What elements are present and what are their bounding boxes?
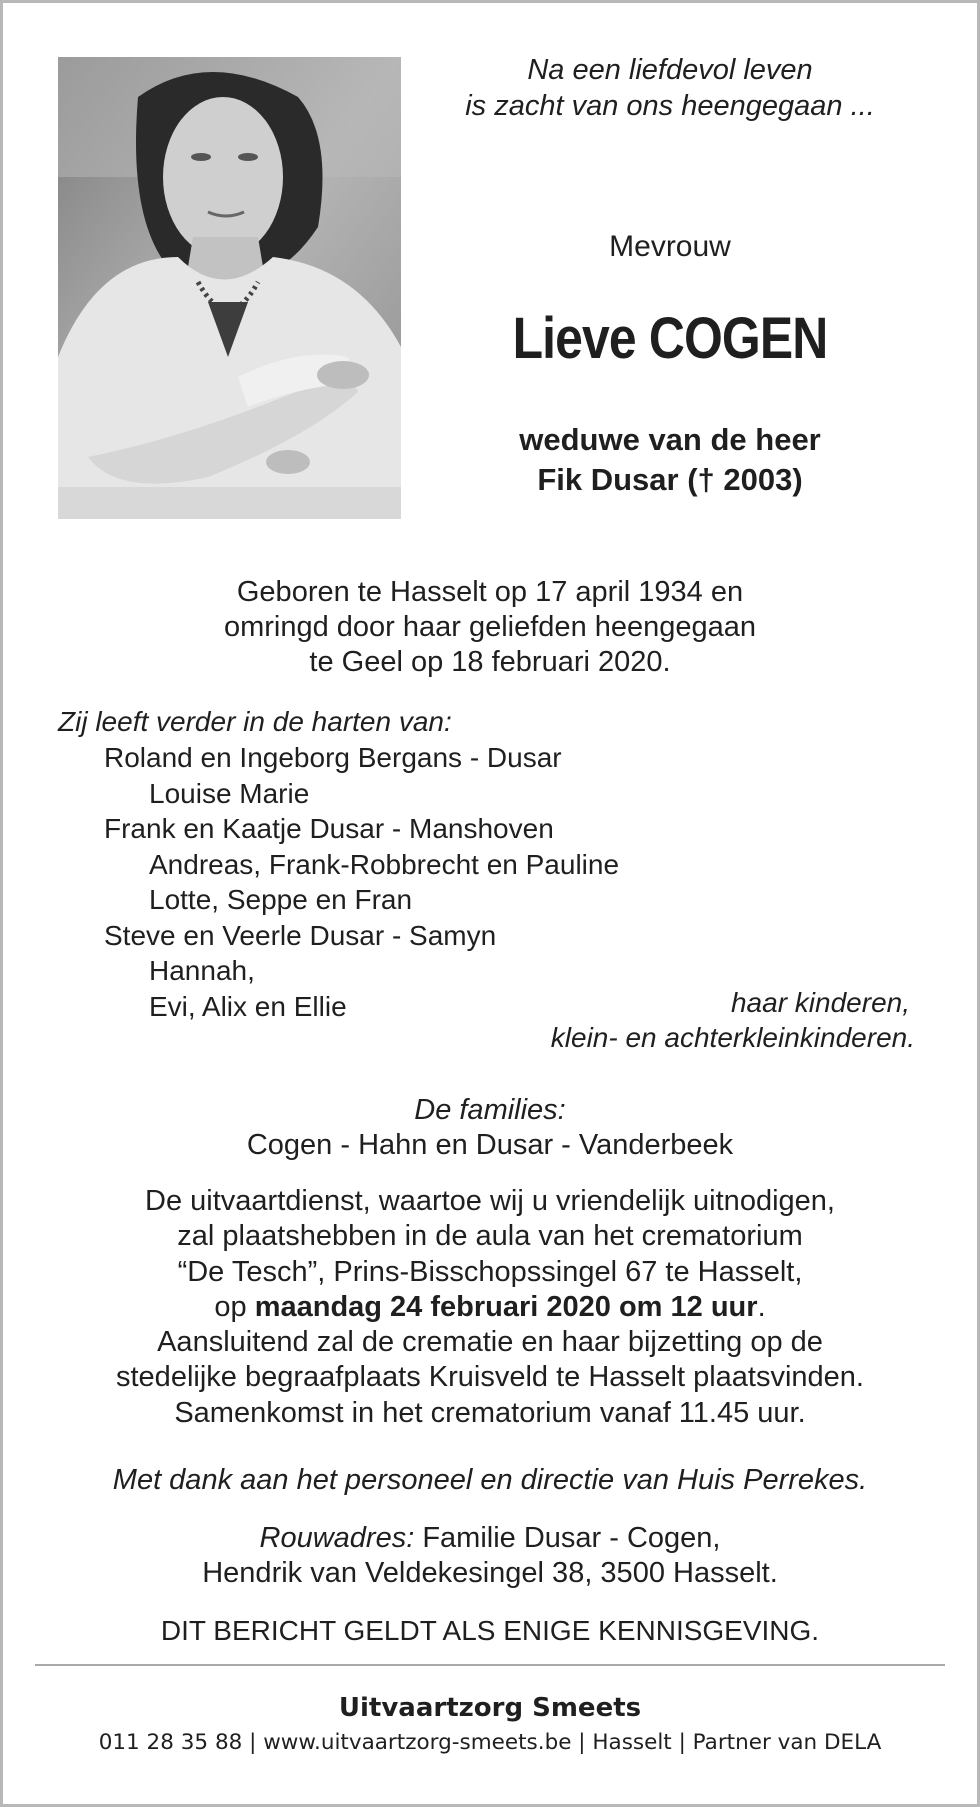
name-prefix: Mevrouw	[609, 230, 731, 263]
widow-text	[420, 420, 920, 500]
intro-line: Na een liefdevol leven	[527, 54, 813, 86]
service-line: stedelijke begraafplaats Kruisveld te Hasselt plaatsvinden.	[116, 1361, 864, 1394]
family-line: Andreas, Frank-Robbrecht en Pauline	[149, 848, 620, 880]
address-family: Familie Dusar - Cogen,	[414, 1522, 721, 1554]
born-line: omringd door haar geliefden heengegaan	[223, 611, 757, 643]
service-line: Samenkomst in het crematorium vanaf 11.45 uur.	[174, 1396, 806, 1429]
relation-line: haar kinderen,	[730, 987, 910, 1018]
relation-line: klein- en achterkleinkinderen.	[550, 1022, 915, 1053]
families-names: Cogen - Hahn en Dusar - Vanderbeek	[246, 1129, 734, 1161]
service-line: zal plaatshebben in de aula van het crematorium	[177, 1220, 803, 1253]
service-text	[40, 1184, 940, 1431]
notice-text: DIT BERICHT GELDT ALS ENIGE KENNISGEVING.	[160, 1615, 820, 1646]
address-line: Hendrik van Veldekesingel 38, 3500 Hasselt.	[202, 1557, 778, 1589]
service-date-post: .	[757, 1290, 766, 1323]
widow-line: weduwe van de heer	[519, 422, 821, 457]
service-line: De uitvaartdienst, waartoe wij u vriendelijk uitnodigen,	[145, 1185, 835, 1217]
address-label: Rouwadres:	[259, 1522, 415, 1554]
family-line: Lotte, Seppe en Fran	[149, 884, 413, 915]
service-line: “De Tesch”, Prins-Bisschopssingel 67 te Hasselt,	[177, 1255, 803, 1288]
funeral-home-contact: 011 28 35 88 | www.uitvaartzorg-smeets.be | Hasselt | Partner van DELA	[98, 1730, 882, 1755]
widow-line: Fik Dusar († 2003)	[537, 462, 803, 497]
born-line: te Geel op 18 februari 2020.	[309, 646, 671, 678]
service-line: Aansluitend zal de crematie en haar bijzetting op de	[157, 1326, 823, 1359]
footer-divider	[35, 1664, 945, 1666]
service-date-line	[40, 1290, 940, 1325]
deceased-name: Lieve COGEN	[512, 306, 828, 371]
birth-death-text	[40, 575, 940, 680]
service-date: maandag 24 februari 2020 om 12 uur	[254, 1290, 758, 1323]
funeral-home-name: Uitvaartzorg Smeets	[338, 1693, 642, 1723]
intro-text	[420, 52, 920, 124]
family-line: Evi, Alix en Ellie	[149, 990, 347, 1022]
family-line: Roland en Ingeborg Bergans - Dusar	[104, 742, 562, 773]
family-line: Louise Marie	[149, 777, 310, 809]
mourning-address	[40, 1521, 940, 1591]
intro-line: is zacht van ons heengegaan ...	[465, 90, 875, 122]
family-line: Frank en Kaatje Dusar - Manshoven	[104, 813, 554, 844]
family-line: Hannah,	[149, 955, 255, 986]
family-intro: Zij leeft verder in de harten van:	[58, 706, 452, 737]
thanks-text: Met dank aan het personeel en directie van Huis Perrekes.	[112, 1464, 868, 1496]
born-line: Geboren te Hasselt op 17 april 1934 en	[236, 576, 744, 608]
service-date-pre: op	[214, 1290, 255, 1323]
families-heading: De families:	[414, 1094, 566, 1126]
family-list	[58, 740, 938, 1024]
portrait-photo	[58, 57, 401, 519]
address-line	[40, 1521, 940, 1556]
family-line: Steve en Veerle Dusar - Samyn	[104, 919, 497, 951]
